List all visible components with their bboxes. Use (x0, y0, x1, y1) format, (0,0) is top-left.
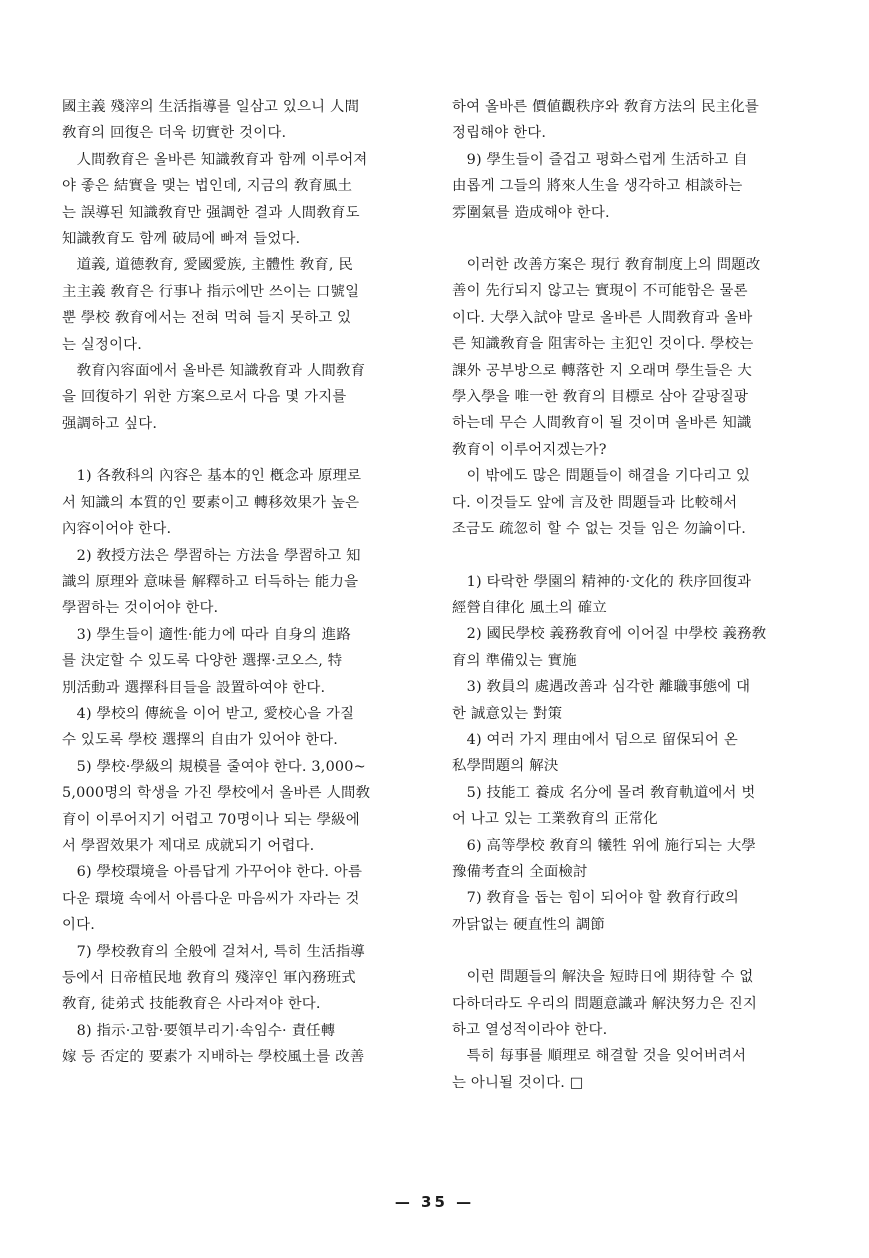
paragraph: 3) 學生들이 適性·能力에 따라 自身의 進路 를 決定할 수 있도록 다양한 選擇·코오스, 特 別活動과 選擇科目들을 設置하여야 한다. (62, 626, 351, 696)
paragraph-gap (452, 226, 834, 252)
paragraph: 9) 學生들이 즐겁고 평화스럽게 生活하고 自 由롭게 그들의 將來人生을 생각하고 相談하는 雰圍氣를 造成해야 한다. (452, 151, 748, 221)
paragraph: 7) 敎育을 돕는 힘이 되어야 할 敎育行政의 까닭없는 硬直性의 調節 (452, 890, 739, 933)
paragraph-gap (452, 543, 834, 569)
paragraph: 8) 指示·고함·要領부리기·속임수· 責任轉 嫁 등 否定的 要素가 지배하는 學校風土를 改善 (62, 1022, 365, 1066)
paragraph: 2) 敎授方法은 學習하는 方法을 學習하고 知 識의 原理와 意味를 解釋하고 터득하는 能力을 學習하는 것이어야 한다. (62, 547, 361, 617)
paragraph: 6) 學校環境을 아름답게 가꾸어야 한다. 아름 다운 環境 속에서 아름다운 마음씨가 자라는 것 이다. (62, 864, 363, 934)
paragraph: 4) 學校의 傳統을 이어 받고, 愛校心을 가질 수 있도록 學校 選擇의 自由가 있어야 한다. (62, 705, 355, 749)
right-column (452, 94, 834, 1096)
paragraph: 이 밖에도 많은 問題들이 해결을 기다리고 있 다. 이것들도 앞에 言及한 問題들과 比較해서 조금도 疏忽히 할 수 없는 것들 임은 勿論이다. (452, 468, 751, 538)
paragraph-gap (452, 938, 834, 964)
paragraph: 하여 올바른 價値觀秩序와 敎育方法의 民主化를 정립해야 한다. (452, 99, 759, 142)
paragraph: 1) 타락한 學園의 精神的·文化的 秩序回復과 經營自律化 風土의 確立 (452, 573, 752, 616)
paragraph: 3) 敎員의 處遇改善과 심각한 離職事態에 대 한 誠意있는 對策 (452, 679, 751, 722)
page-number: — 35 — (394, 1193, 475, 1211)
paragraph: 國主義 殘滓의 生活指導를 일삼고 있으니 人間 敎育의 回復은 더욱 切實한 것이다. (62, 99, 360, 142)
paragraph: 이러한 改善方案은 現行 敎育制度上의 問題改 善이 先行되지 않고는 實現이 不可能함은 물론 이다. 大學入試야 말로 올바른 人間敎育과 올바 른 知識敎育을 阻害하는 主犯인 것이다. 學校는 課外 공부방으로 轉落한 지 오래며 學生들은 大 學入學을 唯一한 敎育의 目標로 삼아 갈팡질팡 하는데 무슨 人間敎育이 될 것이며 올바른 知識 敎育이 이루어지겠는가? (452, 257, 761, 458)
paragraph: 이런 問題들의 解決을 短時日에 期待할 수 없 다하더라도 우리의 問題意識과 解決努力은 진지 하고 열성적이라야 한다. (452, 969, 758, 1038)
paragraph: 7) 學校敎育의 全般에 걸쳐서, 특히 生活指導 등에서 日帝植民地 敎育의 殘滓인 軍內務班式 敎育, 徒弟式 技能敎育은 사라져야 한다. (62, 943, 366, 1013)
paragraph: 6) 高等學校 敎育의 犧牲 위에 施行되는 大學 豫備考査의 全面檢討 (452, 837, 757, 880)
left-column (62, 94, 444, 1071)
paragraph: 敎育內容面에서 올바른 知識敎育과 人間敎育 을 回復하기 위한 方案으로서 다음 몇 가지를 强調하고 싶다. (62, 363, 366, 432)
paragraph-gap (62, 437, 444, 463)
paragraph: 道義, 道德敎育, 愛國愛族, 主體性 敎育, 民 主主義 敎育은 行事나 指示에만 쓰이는 口號일 뿐 學校 敎育에서는 전혀 먹혀 들지 못하고 있 는 실정이다. (62, 257, 360, 353)
paragraph: 5) 學校·學級의 規模를 줄여야 한다. 3,000~ 5,000명의 학생을 가진 學校에서 올바른 人間敎 育이 이루어지기 어렵고 70명이나 되는 學級에 서 學習效果가 제대로 成就되기 어렵다. (62, 758, 371, 854)
paragraph: 1) 各敎科의 內容은 基本的인 槪念과 原理로 서 知識의 本質的인 要素이고 轉移效果가 높은 內容이어야 한다. (62, 468, 362, 538)
paragraph: 5) 技能工 養成 名分에 몰려 敎育軌道에서 벗 어 나고 있는 工業敎育의 正常化 (452, 784, 756, 828)
paragraph: 2) 國民學校 義務敎育에 이어질 中學校 義務敎 育의 準備있는 實施 (452, 626, 767, 669)
paragraph: 특히 每事를 順理로 해결할 것을 잊어버려서 는 아니될 것이다. □ (452, 1048, 747, 1091)
paragraph: 4) 여러 가지 理由에서 덤으로 留保되어 온 私學問題의 解決 (452, 731, 738, 775)
paragraph: 人間敎育은 올바른 知識敎育과 함께 이루어져 야 좋은 結實을 맺는 법인데, 지금의 敎育風土 는 誤導된 知識敎育만 强調한 결과 人間敎育도 知識敎育도 함께 破局에 빠져 들었다. (62, 151, 368, 248)
